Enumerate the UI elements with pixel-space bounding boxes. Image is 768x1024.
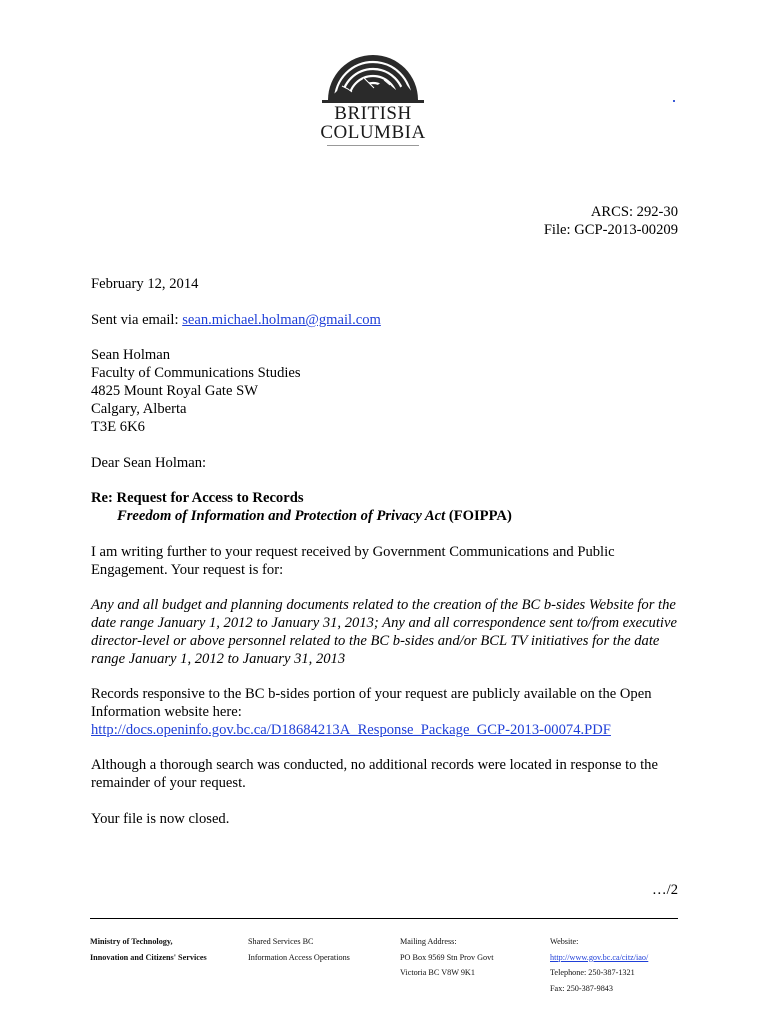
footer-ministry-line1: Ministry of Technology, — [90, 937, 173, 946]
request-quote: Any and all budget and planning documents related to the creation of the BC b-sides Website for the date range January 1, 2012 to January 31, 2013; Any and all correspondence sent to/from executive director-level or above personnel related to the BC b-sides and/or BCL TV initiatives for the date range January 1, 2012 to January 31, 2013 — [91, 597, 677, 667]
paragraph-records-text: Records responsive to the BC b-sides portion of your request are publicly available on the Open Information website here: — [91, 686, 652, 720]
recipient-email-link[interactable]: sean.michael.holman@gmail.com — [182, 312, 381, 328]
salutation: Dear Sean Holman: — [91, 455, 207, 471]
footer-city-postal: Victoria BC V8W 9K1 — [400, 968, 475, 977]
recipient-street: 4825 Mount Royal Gate SW — [91, 383, 259, 399]
file-references — [544, 203, 678, 239]
subject-block — [91, 489, 681, 525]
footer-mailing-label: Mailing Address: — [400, 937, 457, 946]
corner-dot — [673, 100, 675, 102]
logo-text-british: BRITISH — [334, 103, 412, 124]
footer-contact — [550, 934, 648, 996]
sun-mountain-icon — [312, 42, 434, 104]
page-continuation-marker: …/2 — [652, 882, 678, 898]
recipient-city: Calgary, Alberta — [91, 401, 187, 417]
footer-branch — [248, 934, 350, 965]
recipient-postal: T3E 6K6 — [91, 419, 145, 435]
sent-via-line — [91, 311, 681, 329]
logo-text-columbia: COLUMBIA — [320, 122, 426, 143]
file-reference: File: GCP-2013-00209 — [543, 222, 678, 238]
recipient-dept: Faculty of Communications Studies — [91, 365, 301, 381]
letter-date: February 12, 2014 — [91, 276, 199, 292]
bc-logo — [312, 42, 434, 146]
act-abbr: (FOIPPA) — [445, 508, 512, 524]
footer-ministry — [90, 934, 207, 965]
footer-telephone: Telephone: 250-387-1321 — [550, 968, 635, 977]
footer-branch-line2: Information Access Operations — [248, 952, 350, 962]
footer-mailing-address — [400, 934, 494, 981]
act-name: Freedom of Information and Protection of Privacy Act — [117, 508, 446, 524]
footer-fax: Fax: 250-387-9843 — [550, 983, 613, 993]
subject-line: Re: Request for Access to Records — [91, 490, 304, 506]
open-info-link[interactable]: http://docs.openinfo.gov.bc.ca/D18684213A_Response_Package_GCP-2013-00074.PDF — [91, 722, 611, 738]
footer-po-box: PO Box 9569 Stn Prov Govt — [400, 952, 494, 962]
recipient-name: Sean Holman — [91, 347, 171, 363]
paragraph-records — [91, 685, 681, 739]
footer-website-label: Website: — [550, 937, 579, 946]
arcs-reference: ARCS: 292-30 — [590, 204, 678, 220]
footer-website-link[interactable]: http://www.gov.bc.ca/citz/iao/ — [550, 952, 649, 962]
footer-ministry-line2: Innovation and Citizens' Services — [90, 952, 207, 962]
sent-via-label: Sent via email: — [91, 312, 183, 328]
paragraph-intro: I am writing further to your request received by Government Communications and Public Engagement. Your request is for: — [91, 544, 615, 578]
recipient-address — [91, 346, 681, 436]
subject-act-line — [91, 507, 681, 525]
paragraph-closed: Your file is now closed. — [91, 811, 230, 827]
footer-branch-line1: Shared Services BC — [248, 937, 314, 946]
logo-underline — [327, 145, 419, 146]
footer-divider — [90, 918, 678, 919]
paragraph-search: Although a thorough search was conducted, no additional records were located in response to the remainder of your request. — [91, 757, 658, 791]
